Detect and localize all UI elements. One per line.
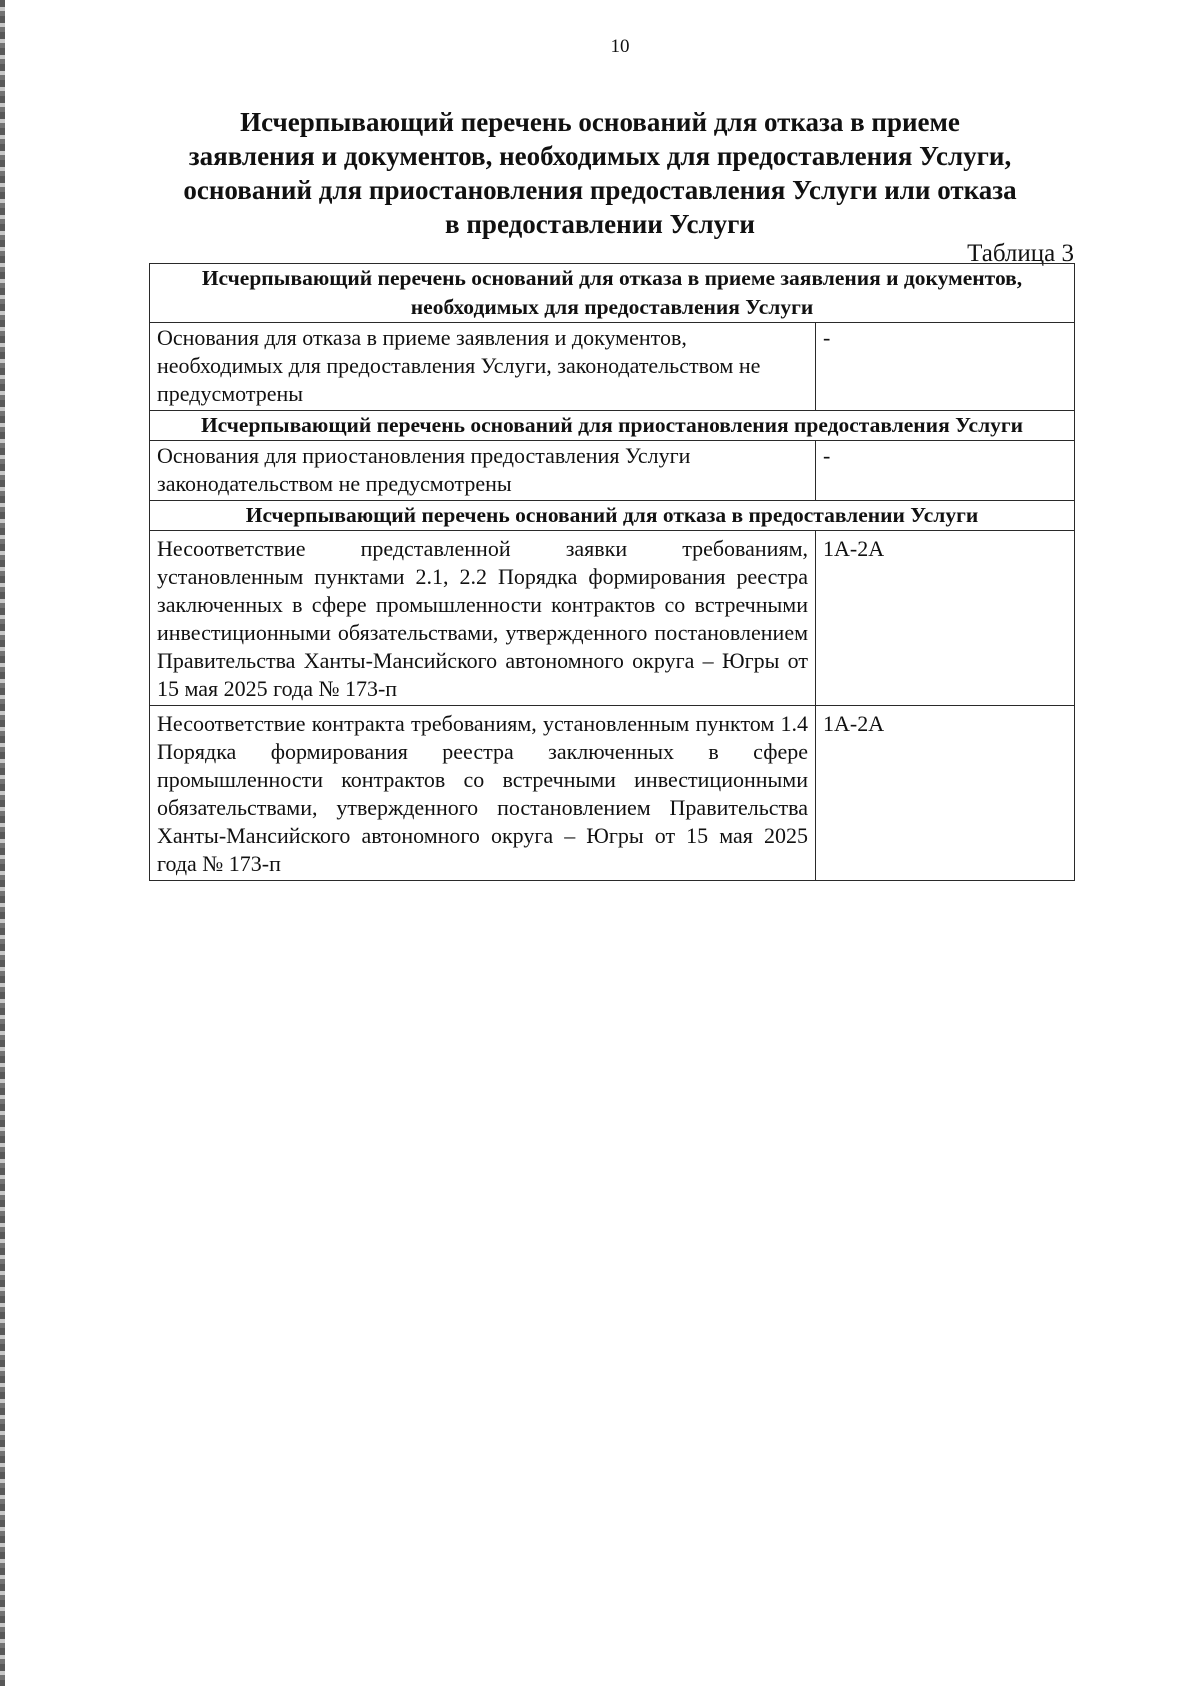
ground-text-cell: Основания для приостановления предоставления Услуги законодательством не предусмотрены — [150, 441, 816, 501]
heading-line: оснований для приостановления предоставления Услуги или отказа — [183, 175, 1017, 205]
document-heading — [140, 105, 1060, 241]
grounds-table — [149, 263, 1075, 881]
ground-code-cell: 1А-2А — [816, 706, 1075, 881]
section-header-row — [150, 411, 1075, 441]
ground-text-cell: Основания для отказа в приеме заявления и документов, необходимых для предоставления Услуги, законодательством не предусмотрены — [150, 323, 816, 411]
heading-line: Исчерпывающий перечень оснований для отказа в приеме — [240, 107, 960, 137]
ground-code-cell: - — [816, 323, 1075, 411]
heading-line: в предоставлении Услуги — [445, 209, 755, 239]
section-header-row — [150, 264, 1075, 323]
heading-line: заявления и документов, необходимых для предоставления Услуги, — [188, 141, 1012, 171]
scan-left-edge — [0, 0, 5, 1686]
table-row — [150, 441, 1075, 501]
ground-text-cell: Несоответствие контракта требованиям, установленным пунктом 1.4 Порядка формирования реестра заключенных в сфере промышленности контрактов со встречными инвестиционными обязательствами, утвержденного постановлением Правительства Ханты-Мансийского автономного округа – Югры от 15 мая 2025 года № 173-п — [150, 706, 816, 881]
table-caption: Таблица 3 — [967, 240, 1074, 267]
page-number: 10 — [610, 36, 630, 57]
table-row — [150, 323, 1075, 411]
section-title-suspension: Исчерпывающий перечень оснований для приостановления предоставления Услуги — [150, 411, 1075, 441]
table-row — [150, 531, 1075, 706]
section-header-row — [150, 501, 1075, 531]
ground-code-cell: - — [816, 441, 1075, 501]
ground-code-cell: 1А-2А — [816, 531, 1075, 706]
section-title-refusal-service: Исчерпывающий перечень оснований для отказа в предоставлении Услуги — [150, 501, 1075, 531]
table-row — [150, 706, 1075, 881]
ground-text-cell: Несоответствие представленной заявки требованиям, установленным пунктами 2.1, 2.2 Порядка формирования реестра заключенных в сфере промышленности контрактов со встречными инвестиционными обязательствами, утвержденного постановлением Правительства Ханты-Мансийского автономного округа – Югры от 15 мая 2025 года № 173-п — [150, 531, 816, 706]
section-title-refusal-acceptance: Исчерпывающий перечень оснований для отказа в приеме заявления и документов, необходимых для предоставления Услуги — [150, 264, 1075, 323]
